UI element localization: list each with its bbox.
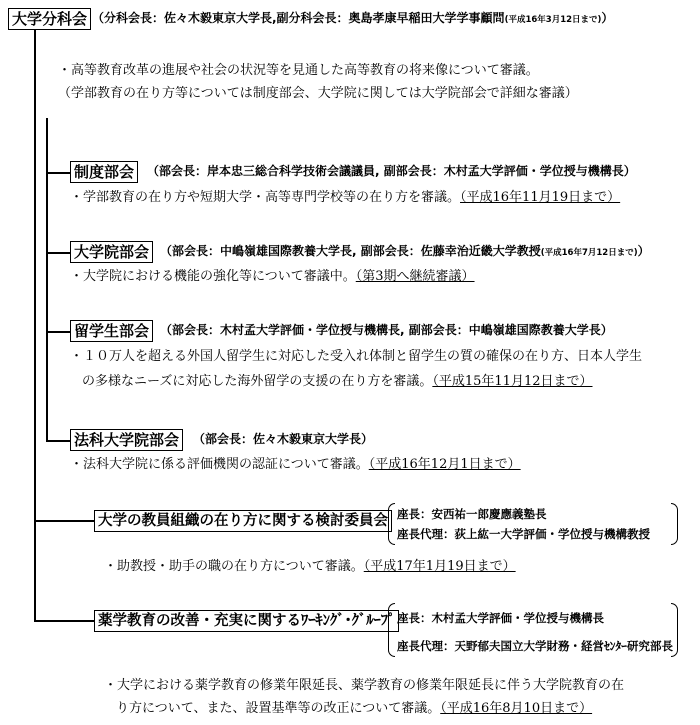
committee-yakugaku-desc-2-text: り方について、また、設置基準等の改正について審議。 [116, 701, 441, 716]
committee-kyoin-desc [104, 558, 516, 576]
root-title: 大学分科会 [8, 8, 91, 30]
committee-kyoin-line1: 座長：安西祐一郎慶應義塾長 [397, 507, 547, 521]
root-meta-small: (平成16年3月12日まで) [504, 15, 602, 25]
committee-kyoin-title: 大学の教員組織の在り方に関する検討委員会 [94, 510, 392, 532]
section-seido-desc [70, 189, 620, 207]
committee-kyoin-brace-left [388, 503, 395, 545]
main-trunk-line [34, 29, 36, 620]
branch-daigakuin [46, 252, 70, 254]
branch-kyoin [34, 520, 94, 522]
committee-kyoin-line2: 座長代理：荻上紘一大学評価・学位授与機構教授 [397, 527, 650, 541]
branch-houka [46, 440, 70, 442]
section-ryugakusei-title: 留学生部会 [70, 320, 153, 342]
section-daigakuin-desc-text: ・大学院における機能の強化等について審議中。 [70, 269, 356, 284]
committee-yakugaku-brace-left [388, 603, 395, 657]
committee-kyoin-brace-right [671, 503, 678, 545]
section-seido-title: 制度部会 [70, 161, 138, 183]
section-houka-desc [70, 456, 521, 474]
root-desc-1: ・高等教育改革の進展や社会の状況等を見通した高等教育の将来像について審議。 [58, 63, 539, 78]
branch-yakugaku [34, 620, 94, 622]
root-meta-close: ） [601, 11, 614, 25]
section-houka-note: （平成16年12月1日まで） [368, 457, 521, 472]
committee-yakugaku-line1: 座長：木村孟大学評価・学位授与機構長 [397, 611, 604, 625]
section-seido-meta: （部会長：岸本忠三総合科学技術会議議員, 副部会長：木村孟大学評価・学位授与機構長） [147, 164, 636, 178]
committee-kyoin-note: （平成17年1月19日まで） [363, 559, 516, 574]
committee-kyoin-desc-text: ・助教授・助手の職の在り方について審議。 [104, 559, 364, 574]
root-meta [92, 10, 613, 28]
branch-ryugakusei [46, 331, 70, 333]
section-daigakuin-meta [160, 243, 650, 261]
section-seido-note: （平成16年11月19日まで） [460, 190, 621, 205]
section-ryugakusei-meta: （部会長：木村孟大学評価・学位授与機構長, 副部会長：中嶋嶺雄国際教養大学長） [160, 323, 613, 337]
committee-yakugaku-note: （平成16年8月10日まで） [440, 701, 593, 716]
root-meta-text: （分科会長：佐々木毅東京大学長,副分科会長：奥島孝康早稲田大学学事顧問 [92, 11, 505, 25]
section-houka-meta: （部会長：佐々木毅東京大学長） [193, 432, 374, 446]
section-seido-desc-text: ・学部教育の在り方や短期大学・高等専門学校等の在り方を審議。 [70, 190, 461, 205]
section-daigakuin-desc [70, 268, 475, 286]
section-ryugakusei-note: （平成15年11月12日まで） [432, 374, 593, 389]
sub-trunk-line [46, 118, 48, 440]
section-ryugakusei-desc-1: ・１０万人を超える外国人留学生に対応した受入れ体制と留学生の質の確保の在り方、日本人学生 [70, 349, 643, 364]
committee-yakugaku-desc-1: ・大学における薬学教育の修業年限延長、薬学教育の修業年限延長に伴う大学院教育の在 [104, 678, 625, 693]
section-daigakuin-title: 大学院部会 [70, 241, 153, 263]
section-houka-title: 法科大学院部会 [70, 429, 183, 451]
section-daigakuin-meta-small: (平成16年7月12日まで) [540, 248, 638, 258]
section-daigakuin-meta-close: ） [637, 244, 650, 258]
committee-yakugaku-desc-2 [116, 700, 592, 718]
section-ryugakusei-desc-2 [82, 373, 593, 391]
section-daigakuin-note: （第3期へ継続審議） [355, 269, 475, 284]
section-houka-desc-text: ・法科大学院に係る評価機関の認証について審議。 [70, 457, 369, 472]
section-ryugakusei-desc-2-text: の多様なニーズに対応した海外留学の支援の在り方を審議。 [82, 374, 433, 389]
branch-seido [46, 172, 70, 174]
section-daigakuin-meta-text: （部会長：中嶋嶺雄国際教養大学長, 副部会長：佐藤幸治近畿大学教授 [160, 244, 541, 258]
committee-yakugaku-title: 薬学教育の改善・充実に関するﾜｰｷﾝｸﾞ･ｸﾞﾙｰﾌﾟ [94, 610, 399, 632]
root-desc-2: （学部教育の在り方等については制度部会、大学院に関しては大学院部会で詳細な審議） [58, 86, 578, 101]
committee-yakugaku-line2: 座長代理：天野郁夫国立大学財務・経営ｾﾝﾀｰ研究部長 [397, 639, 673, 653]
